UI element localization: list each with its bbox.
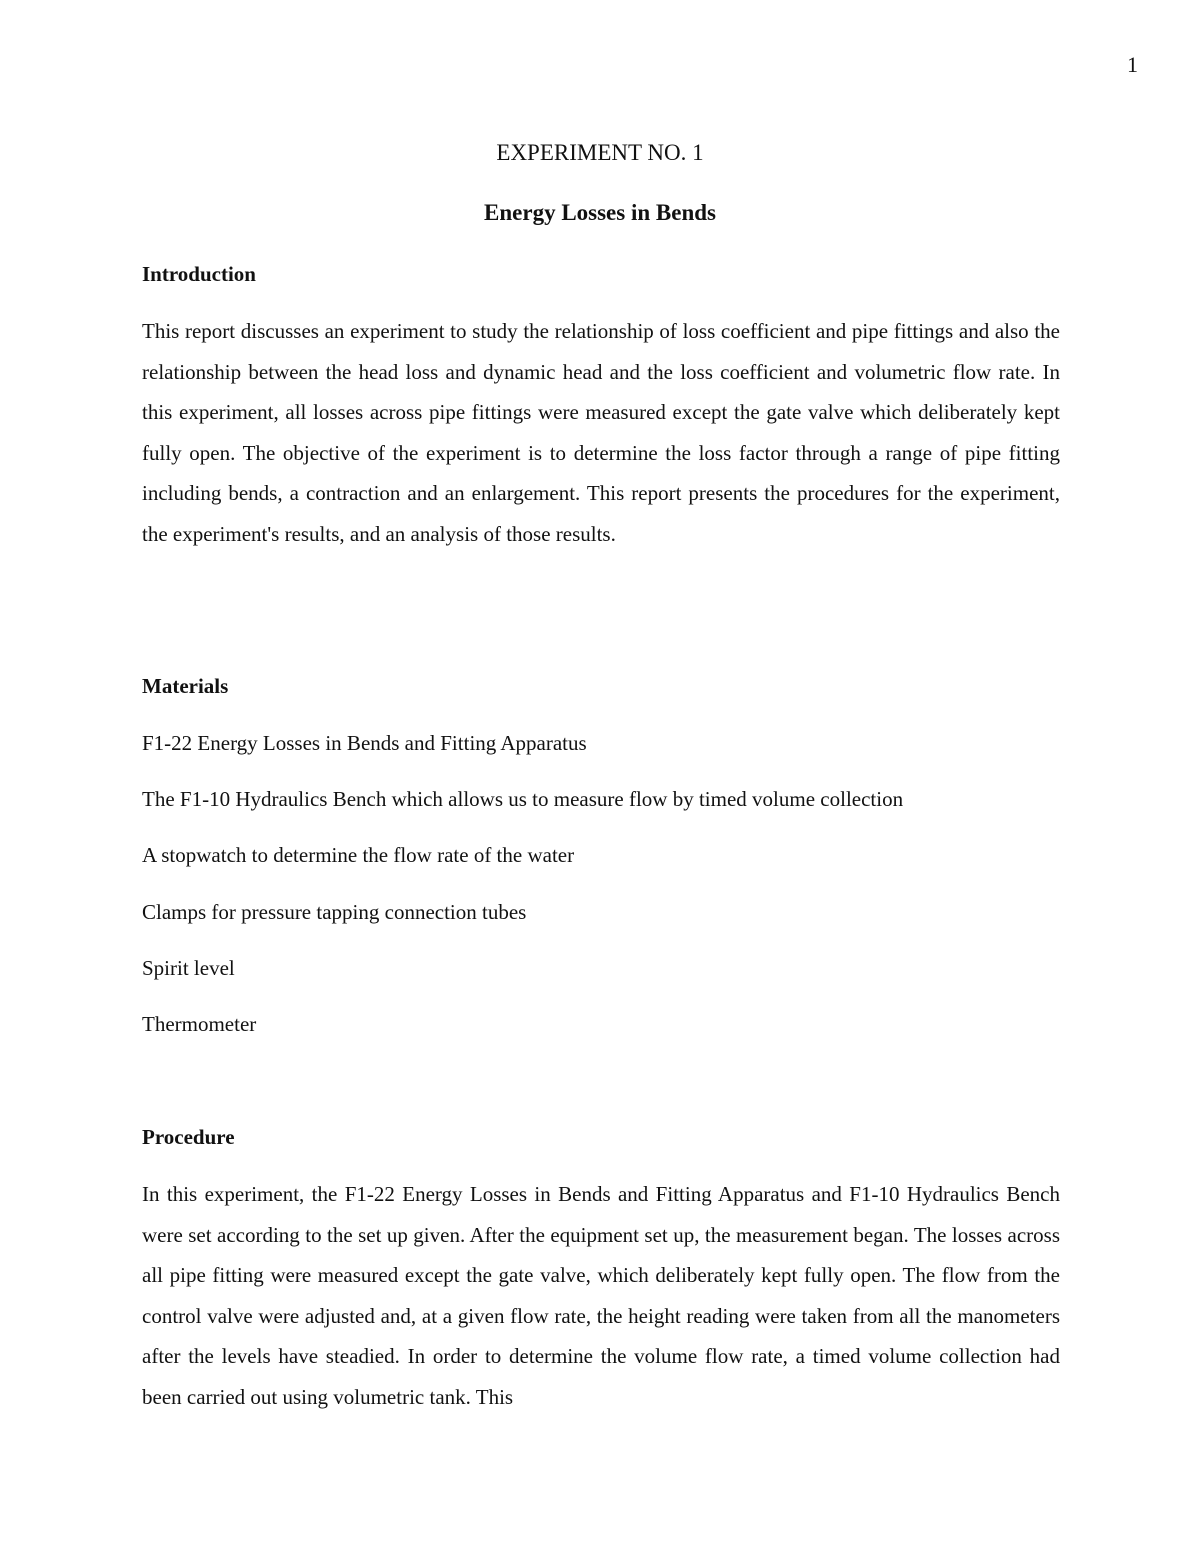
introduction-heading: Introduction <box>142 262 256 286</box>
list-item: The F1-10 Hydraulics Bench which allows us to measure flow by timed volume collection <box>142 787 904 812</box>
materials-list <box>142 726 903 1063</box>
list-item: Thermometer <box>142 1011 257 1036</box>
introduction-paragraph: This report discusses an experiment to study the relationship of loss coefficient and pipe fittings and also the relationship between the head loss and dynamic head and the loss coefficient and volumetric flow rate. In this experiment, all losses across pipe fittings were measured except the gate valve which deliberately kept fully open. The objective of the experiment is to determine the loss factor through a range of pipe fitting including bends, a contraction and an enlargement. This report presents the procedures for the experiment, the experiment's results, and an analysis of those results. <box>142 319 1060 546</box>
procedure-paragraph: In this experiment, the F1-22 Energy Losses in Bends and Fitting Apparatus and F1-10 Hydraulics Bench were set according to the set up given. After the equipment set up, the measurement began. The losses across all pipe fitting were measured except the gate valve, which deliberately kept fully open. The flow from the control valve were adjusted and, at a given flow rate, the height reading were taken from all the manometers after the levels have steadied. In order to determine the volume flow rate, a timed volume collection had been carried out using volumetric tank. This <box>142 1182 1060 1409</box>
list-item: Spirit level <box>142 955 235 980</box>
materials-heading: Materials <box>142 674 229 698</box>
procedure-heading: Procedure <box>142 1125 235 1149</box>
document-subtitle: Energy Losses in Bends <box>484 200 716 225</box>
list-item: A stopwatch to determine the flow rate of the water <box>142 843 575 868</box>
list-item: Clamps for pressure tapping connection tubes <box>142 899 527 924</box>
page-number: 1 <box>1127 52 1138 77</box>
document-title: EXPERIMENT NO. 1 <box>496 140 704 165</box>
list-item: F1-22 Energy Losses in Bends and Fitting Apparatus <box>142 731 587 755</box>
